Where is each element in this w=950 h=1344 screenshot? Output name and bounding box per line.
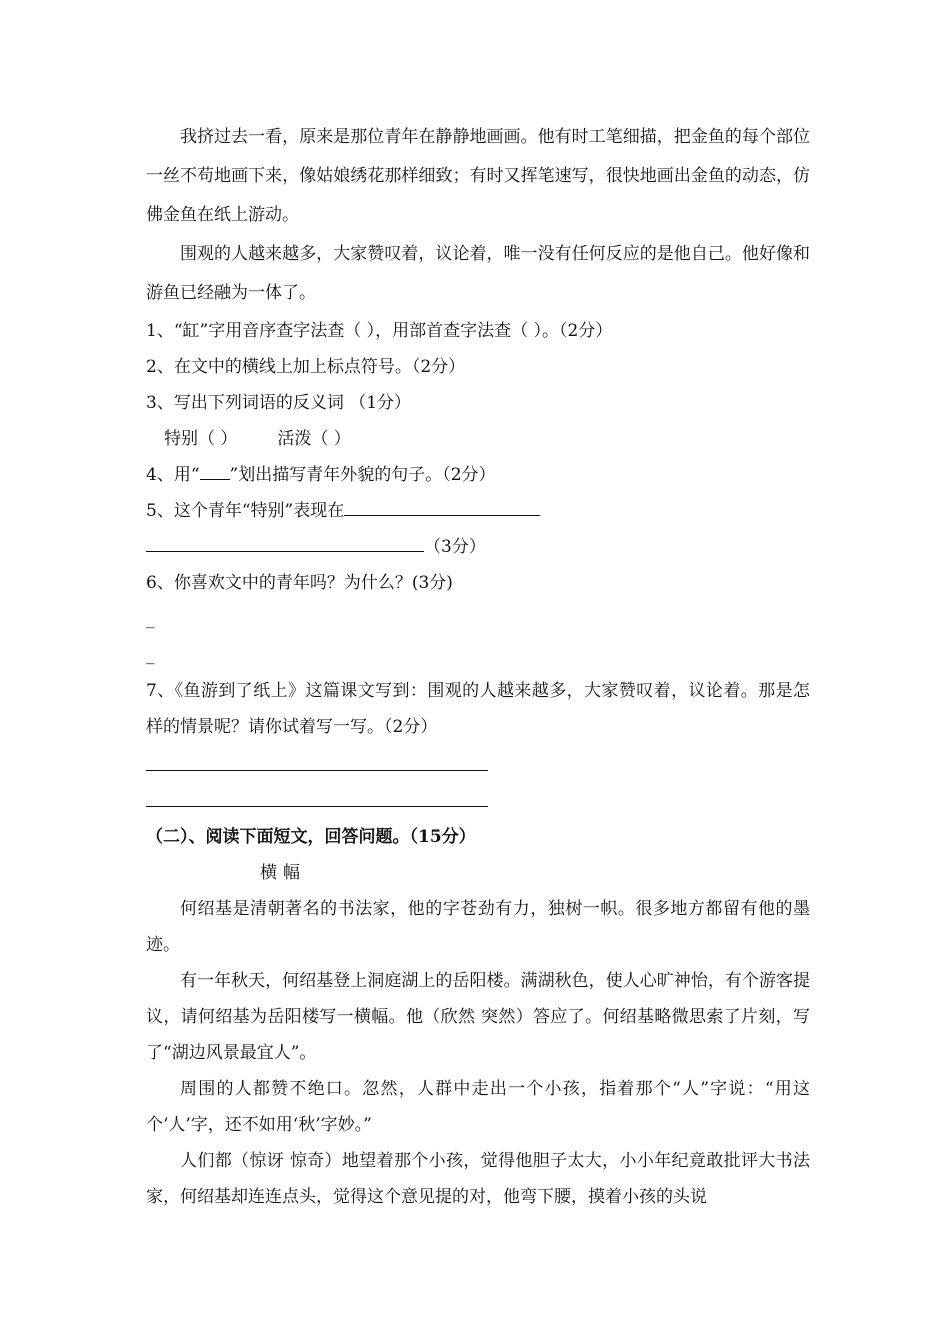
section-2-heading: （二）、阅读下面短文，回答问题。（15分） bbox=[146, 827, 476, 847]
question-7-answer-line-1[interactable] bbox=[146, 745, 810, 781]
question-7-answer-line-2[interactable] bbox=[146, 781, 810, 817]
antonym-word-1: 特别（ ） bbox=[164, 429, 238, 449]
question-7: 7、《鱼游到了纸上》这篇课文写到：围观的人越来越多，大家赞叹着，议论着。那是怎样的情景呢？请你试着写一写。（2分） bbox=[146, 681, 810, 737]
question-4 bbox=[146, 457, 810, 493]
underline-sample bbox=[200, 461, 230, 480]
question-1: 1、“缸”字用音序查字法查（ ），用部首查字法查（ ）。（2分） bbox=[146, 321, 613, 341]
answer-blank-5a[interactable] bbox=[344, 497, 540, 516]
passage1-paragraph-1: 我挤过去一看，原来是那位青年在静静地画画。他有时工笔细描，把金鱼的每个部位一丝不苟地画下来，像姑娘绣花那样细致；有时又挥笔速写，很快地画出金鱼的动态，仿佛金鱼在纸上游动。 bbox=[146, 127, 810, 225]
answer-blank-5b[interactable] bbox=[146, 533, 424, 552]
question-3-words bbox=[146, 421, 810, 457]
section-2-paragraph-3: 周围的人都赞不绝口。忽然，人群中走出一个小孩，指着那个“人”字说：“用这个‘人’字，还不如用‘秋’字妙。” bbox=[146, 1079, 810, 1135]
question-6-answer-line-2[interactable]: _ bbox=[146, 645, 155, 665]
question-5-suffix: （3分） bbox=[424, 537, 486, 557]
question-3: 3、写出下列词语的反义词 （1分） bbox=[146, 393, 412, 413]
section-2-paragraph-2: 有一年秋天，何绍基登上洞庭湖上的岳阳楼。满湖秋色，使人心旷神怡，有个游客提议，请何绍基为岳阳楼写一横幅。他（欣然 突然）答应了。何绍基略微思索了片刻，写了“湖边风景最宜人”。 bbox=[146, 971, 810, 1063]
section-2-paragraph-1: 何绍基是清朝著名的书法家，他的字苍劲有力，独树一帜。很多地方都留有他的墨迹。 bbox=[146, 899, 810, 955]
question-5-prefix: 5、这个青年“特别”表现在 bbox=[146, 501, 345, 521]
antonym-word-2: 活泼（ ） bbox=[277, 429, 351, 449]
passage1-paragraph-2: 围观的人越来越多，大家赞叹着，议论着，唯一没有任何反应的是他自己。他好像和游鱼已经融为一体了。 bbox=[146, 244, 810, 303]
question-4-prefix: 4、用“ bbox=[146, 465, 200, 485]
section-2-title: 横幅 bbox=[260, 863, 306, 883]
question-4-suffix: ”划出描写青年外貌的句子。（2分） bbox=[229, 465, 496, 485]
worksheet-content bbox=[146, 118, 810, 1215]
section-2-paragraph-4: 人们都（惊讶 惊奇）地望着那个小孩，觉得他胆子太大，小小年纪竟敢批评大书法家，何绍基却连连点头，觉得这个意见提的对，他弯下腰，摸着小孩的头说 bbox=[146, 1151, 810, 1207]
question-5-line-2 bbox=[146, 529, 810, 565]
question-5 bbox=[146, 493, 810, 529]
question-6-answer-line-1[interactable]: _ bbox=[146, 609, 155, 629]
question-6: 6、你喜欢文中的青年吗？为什么？(3分) bbox=[146, 573, 453, 593]
question-2: 2、在文中的横线上加上标点符号。（2分） bbox=[146, 357, 466, 377]
